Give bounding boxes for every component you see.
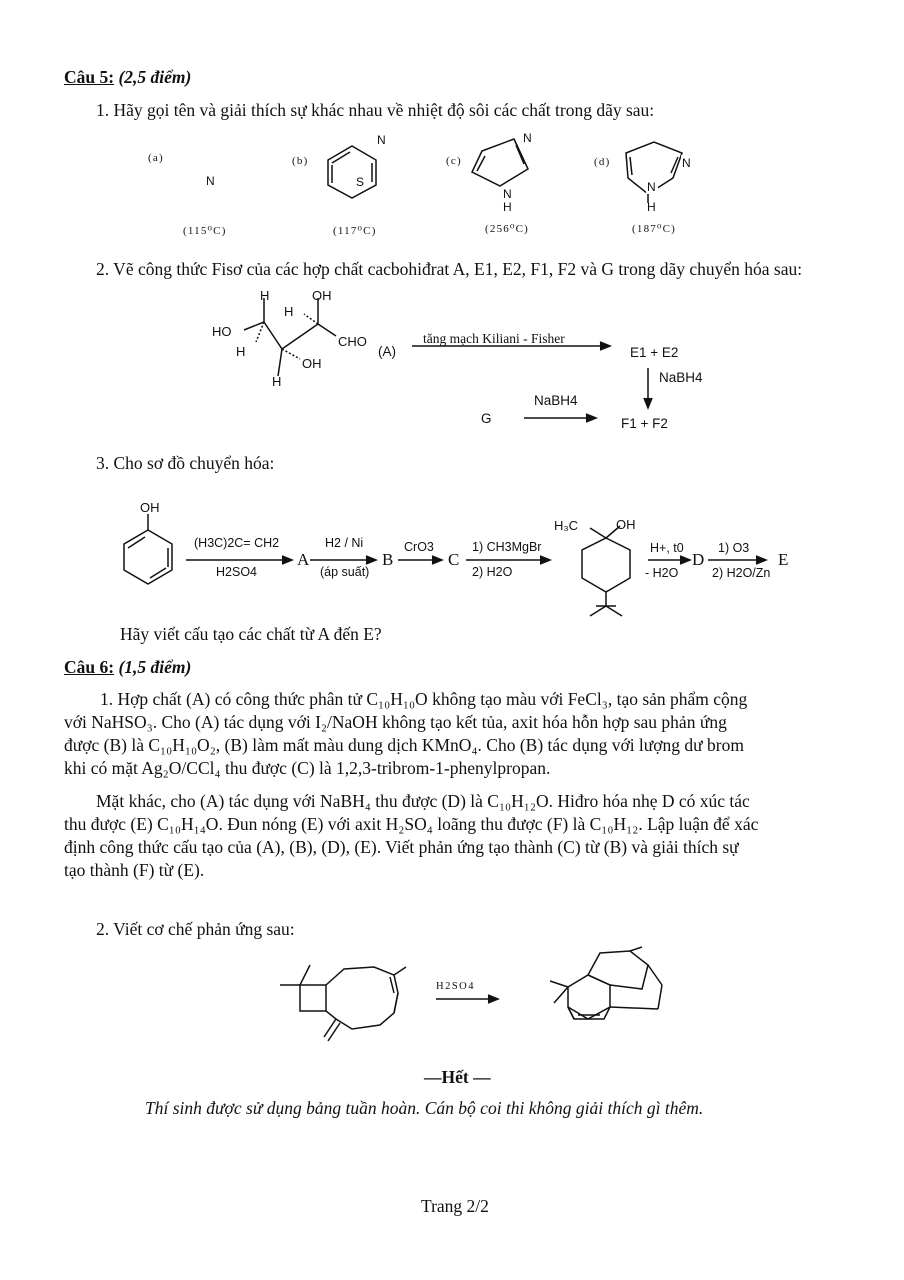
q5-part3: 3. Cho sơ đồ chuyển hóa: [96,453,275,473]
compound-a-label: (a) [148,152,164,164]
phenol-scheme [110,498,810,628]
reagent-cro3: CrO3 [404,540,434,554]
compound-b-label: (b) [292,155,309,167]
compound-G: G [481,411,492,426]
compound-E: E [778,550,789,569]
carbohydrate-scheme [200,284,720,438]
q6-p2-line2: thu được (E) C₁₀H₁₄O. Đun nóng (E) với axit H₂SO₄ loãng thu được (F) là C₁₀H₁₂. Lập luận để xác [64,814,759,834]
compound-c-label: (c) [446,155,462,167]
reagent-zn: 2) H2O/Zn [712,566,771,580]
compound-A: A [297,550,310,569]
compound-B: B [382,550,394,569]
page-number: Trang 2/2 [421,1196,489,1216]
compound-D: D [692,550,705,569]
product-ring-b [588,951,648,989]
reagent-isobutene: (H3C)2C= CH2 [194,536,280,550]
end-mark: —Hết — [424,1067,491,1087]
q5-points: (2,5 điểm) [118,67,192,87]
q6-p1-line1: 1. Hợp chất (A) có công thức phân tử C₁₀H₁₀O không tạo màu với FeCl₃, tạo sản phẩm cộng [100,689,748,709]
phenol-ring [124,530,172,584]
svg-text:N: N [523,131,532,145]
compound-a-bp: (115⁰C) [183,225,227,237]
svg-text:OH: OH [140,500,160,515]
heteroatom-labels [0,128,904,240]
reagent-ozone: 1) O3 [718,541,750,555]
reagent-minus-water: - H2O [645,566,679,580]
svg-text:OH: OH [312,288,332,303]
q6-part2: 2. Viết cơ chế phản ứng sau: [96,919,295,939]
start-label-A: (A) [378,344,396,359]
q6-title [64,656,191,678]
nabh4-G-label: NaBH4 [534,393,578,408]
q6-p1-line2: với NaHSO₃. Cho (A) tác dụng với I₂/NaOH không tạo kết tủa, axit hóa hỗn hợp sau phản ứng [64,712,727,732]
q5-part2: 2. Vẽ công thức Fisơ của các hợp chất cacbohiđrat A, E1, E2, F1, F2 và G trong dãy chuyển hóa sau: [96,259,803,279]
kiliani-arrow-label: tăng mạch Kiliani - Fisher [423,331,565,346]
svg-text:HO: HO [212,324,232,339]
svg-text:H₃C: H₃C [554,518,579,533]
exam-note: Thí sinh được sử dụng bảng tuần hoàn. Cán bộ coi thi không giải thích gì thêm. [145,1098,704,1118]
nabh4-down-label: NaBH4 [659,370,703,385]
reagent-h2o: 2) H2O [472,565,513,579]
q5-part1: 1. Hãy gọi tên và giải thích sự khác nhau về nhiệt độ sôi các chất trong dãy sau: [96,100,655,120]
svg-text:H: H [284,304,294,319]
reagent-h2so4: H2SO4 [216,565,257,579]
svg-text:CHO: CHO [338,334,367,349]
svg-text:S: S [356,175,365,189]
product-F1-F2: F1 + F2 [621,416,668,431]
compound-b-bp: (117⁰C) [333,225,377,237]
mechanism-figure [270,945,690,1055]
q6-p2-line3: định công thức cấu tạo của (A), (B), (D), (E). Viết phản ứng tạo thành (C) từ (B) và giải thích sự [64,837,739,857]
q6-points: (1,5 điểm) [118,657,192,677]
svg-text:H: H [236,344,246,359]
reagent-pressure: (áp suất) [320,565,370,579]
q6-p1-line4: khi có mặt Ag₂O/CCl₄ thu được (C) là 1,2,3-tribrom-1-phenylpropan. [64,758,551,778]
svg-text:H: H [260,288,270,303]
svg-text:H: H [272,374,282,389]
q5-heading: Câu 5: [64,67,115,87]
svg-text:N: N [377,133,386,147]
q5-title [64,66,191,88]
q6-heading: Câu 6: [64,657,115,677]
compound-c-bp: (256⁰C) [485,223,529,235]
reagent-acid-heat: H+, t0 [650,541,684,555]
svg-text:H: H [503,200,512,214]
cyclobutane-ring [300,985,326,1011]
svg-text:N: N [206,174,215,188]
reagent-ch3mgbr: 1) CH3MgBr [472,540,542,554]
product-E1-E2: E1 + E2 [630,345,679,360]
svg-text:N: N [682,156,691,170]
svg-text:OH: OH [302,356,322,371]
q5-part3-question: Hãy viết cấu tạo các chất từ A đến E? [120,624,382,644]
q6-p1-line3: được (B) là C₁₀H₁₀O₂, (B) làm mất màu dung dịch KMnO₄. Cho (B) tác dụng với lượng dư brom [64,735,744,755]
svg-text:H: H [647,200,656,214]
svg-text:N: N [647,180,656,194]
cyclohexane-ring [582,538,630,592]
compound-d-label: (d) [594,156,611,168]
compound-C: C [448,550,460,569]
mechanism-reagent: H2SO4 [436,981,476,992]
svg-text:OH: OH [616,517,636,532]
q6-p2-line4: tạo thành (F) từ (E). [64,860,205,880]
q6-p2-line1: Mặt khác, cho (A) tác dụng với NaBH₄ thu được (D) là C₁₀H₁₂O. Hiđro hóa nhẹ D có xúc tác [96,791,750,811]
compound-d-bp: (187⁰C) [632,223,676,235]
reagent-h2-ni: H2 / Ni [325,536,364,550]
svg-text:N: N [503,187,512,201]
